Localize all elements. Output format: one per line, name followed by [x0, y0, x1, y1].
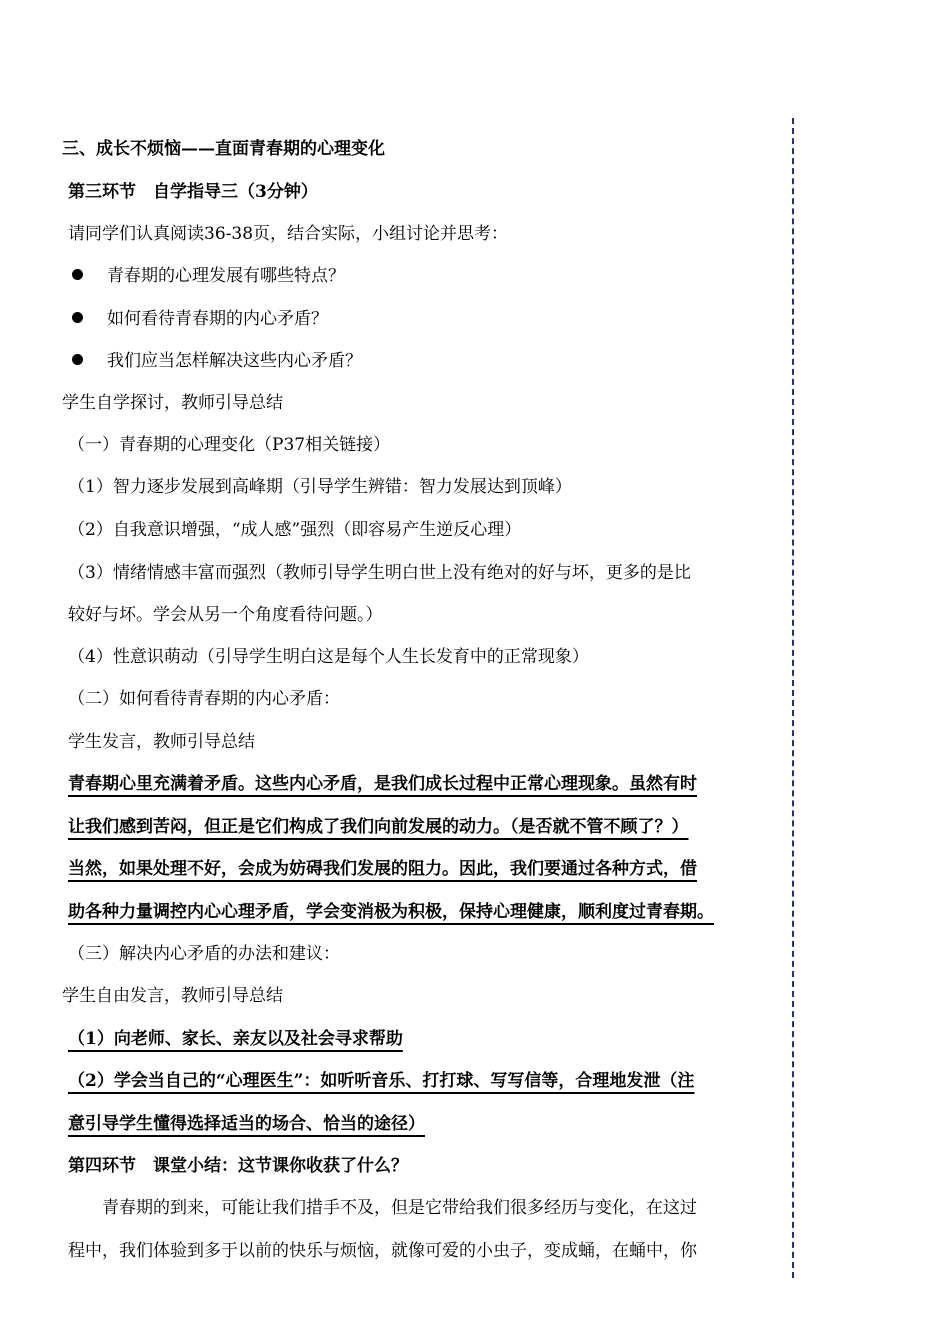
- question-item: 我们应当怎样解决这些内心矛盾？: [107, 351, 362, 371]
- section-heading: 三、成长不烦恼——直面青春期的心理变化: [62, 139, 385, 159]
- part3-speech: 学生自由发言，教师引导总结: [62, 986, 283, 1006]
- part3-title: （三）解决内心矛盾的办法和建议：: [68, 944, 340, 964]
- part2-summary-line: 当然，如果处理不好，会成为妨碍我们发展的阻力。因此，我们要通过各种方式，借: [68, 859, 697, 879]
- part2-summary-line: 助各种力量调控内心心理矛盾，学会变消极为积极，保持心理健康，顺利度过青春期。: [68, 902, 714, 922]
- intro-text: 请同学们认真阅读36-38页，结合实际，小组讨论并思考：: [68, 224, 509, 244]
- step3-title: 第三环节 自学指导三（3分钟）: [68, 182, 318, 202]
- part2-summary-line: 让我们感到苦闷，但正是它们构成了我们向前发展的动力。（是否就不管不顾了？）: [68, 817, 689, 837]
- closing-line: 程中，我们体验到多于以前的快乐与烦恼，就像可爱的小虫子，变成蛹，在蛹中，你: [68, 1241, 697, 1261]
- self-study-text: 学生自学探讨，教师引导总结: [62, 393, 283, 413]
- bullet-icon: [72, 269, 83, 280]
- part3-suggestion: （1）向老师、家长、亲友以及社会寻求帮助: [68, 1029, 403, 1049]
- part3-suggestion: （2）学会当自己的“心理医生”：如听听音乐、打打球、写写信等，合理地发泄（注: [68, 1071, 695, 1091]
- question-item: 如何看待青春期的内心矛盾？: [107, 309, 328, 329]
- part1-item: （3）情绪情感丰富而强烈（教师引导学生明白世上没有绝对的好与坏，更多的是比: [68, 563, 691, 583]
- part2-summary-line: 青春期心里充满着矛盾。这些内心矛盾，是我们成长过程中正常心理现象。虽然有时: [68, 774, 697, 794]
- step4-title: 第四环节 课堂小结：这节课你收获了什么？: [68, 1156, 408, 1176]
- part3-suggestion: 意引导学生懂得选择适当的场合、恰当的途径）: [68, 1114, 425, 1134]
- page-margin-line: [792, 118, 794, 1278]
- part2-title: （二）如何看待青春期的内心矛盾：: [68, 689, 340, 709]
- bullet-icon: [72, 354, 83, 365]
- closing-line: 青春期的到来，可能让我们措手不及，但是它带给我们很多经历与变化，在这过: [68, 1198, 697, 1218]
- part1-title: （一）青春期的心理变化（P37相关链接）: [68, 435, 391, 455]
- part1-item: （2）自我意识增强，“成人感”强烈（即容易产生逆反心理）: [68, 520, 522, 540]
- part1-item: 较好与坏。学会从另一个角度看待问题。）: [68, 605, 383, 625]
- question-item: 青春期的心理发展有哪些特点？: [107, 266, 345, 286]
- part2-speech: 学生发言，教师引导总结: [68, 732, 255, 752]
- part1-item: （1）智力逐步发展到高峰期（引导学生辨错：智力发展达到顶峰）: [68, 477, 572, 497]
- part1-item: （4）性意识萌动（引导学生明白这是每个人生长发育中的正常现象）: [68, 647, 589, 667]
- bullet-icon: [72, 312, 83, 323]
